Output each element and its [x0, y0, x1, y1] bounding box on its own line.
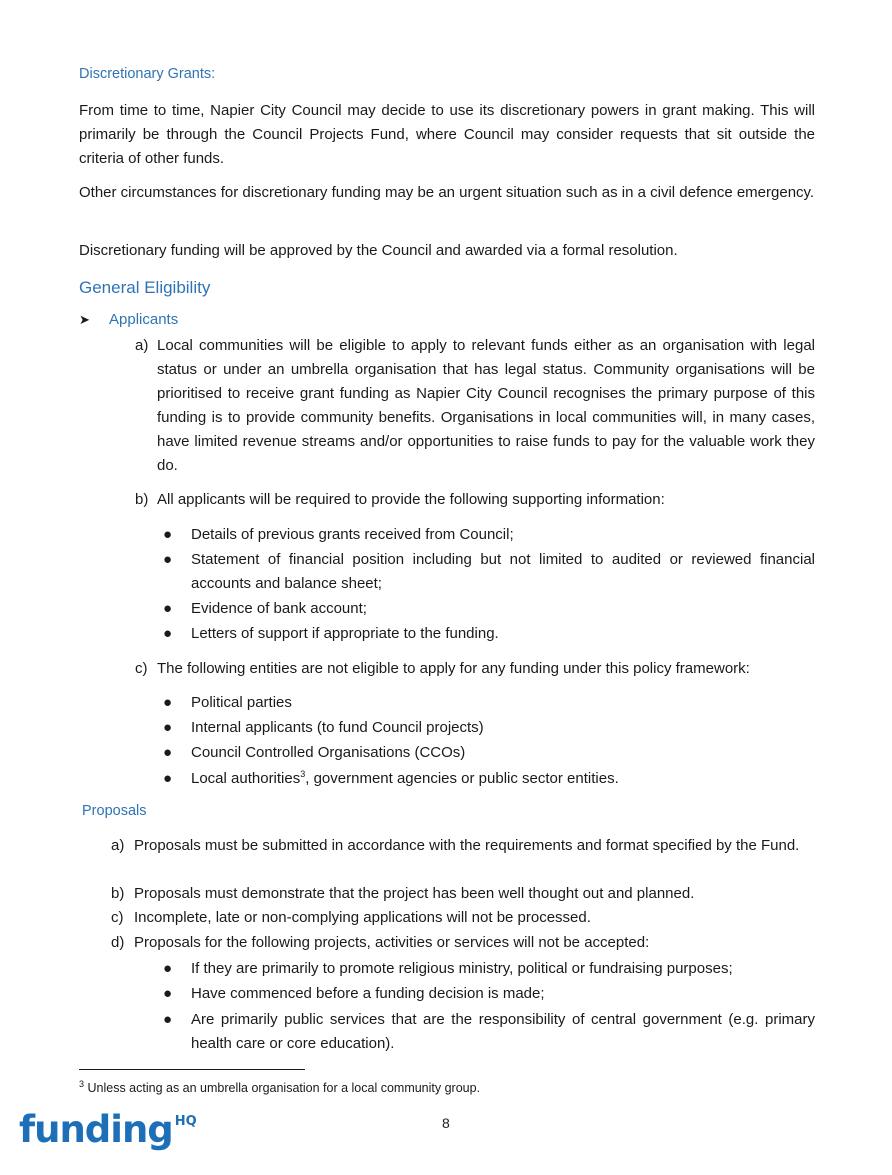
logo-word: funding	[19, 1108, 173, 1151]
list-marker: a)	[135, 337, 149, 354]
bullet-text: Internal applicants (to fund Council projects)	[191, 719, 484, 736]
bullet-icon: ●	[163, 526, 173, 543]
bullet-icon: ●	[163, 1011, 173, 1028]
bullet-text-part: Local authorities	[191, 770, 301, 787]
bullet-text: Details of previous grants received from Council;	[191, 526, 514, 543]
bullet-icon: ●	[163, 744, 173, 761]
bullet-text: Statement of financial position including but not limited to audited or reviewed financial accounts and balance sheet;	[191, 551, 815, 592]
general-eligibility-heading: General Eligibility	[79, 278, 211, 297]
bullet-icon: ●	[163, 694, 173, 711]
discretionary-paragraph-3: Discretionary funding will be approved by the Council and awarded via a formal resolution.	[79, 242, 678, 259]
list-marker: c)	[111, 909, 124, 926]
applicants-item-b	[135, 488, 815, 512]
applicants-label: Applicants	[109, 311, 179, 328]
bullet-icon: ●	[163, 985, 173, 1002]
footnote-number: 3	[79, 1078, 85, 1089]
page-number: 8	[442, 1115, 450, 1131]
list-item-text: Proposals must demonstrate that the project has been well thought out and planned.	[134, 885, 695, 902]
footnote-reference[interactable]: 3	[300, 769, 306, 779]
bullet-text-part: , government agencies or public sector entities.	[305, 770, 619, 787]
list-item-text: The following entities are not eligible to apply for any funding under this policy framework:	[157, 660, 750, 677]
proposals-item-b	[111, 882, 815, 906]
footnote	[79, 1078, 481, 1095]
bullet-text: Evidence of bank account;	[191, 600, 367, 617]
list-marker: d)	[111, 934, 125, 951]
proposals-item-a	[111, 834, 815, 882]
proposals-heading: Proposals	[82, 803, 147, 819]
list-item-text: Local communities will be eligible to apply to relevant funds either as an organisation with legal status or under an umbrella organisation that has legal status. Community organisations will be prioritised to receive grant funding as Napier City Council recognises the primary purpose of this funding is to provide community benefits. Organisations in local communities will, in many cases, have limited revenue streams and/or opportunities to raise funds to pay for the valuable work they do.	[157, 337, 815, 474]
footnote-divider	[79, 1069, 305, 1070]
list-marker: a)	[111, 837, 125, 854]
bullet-icon: ●	[163, 960, 173, 977]
list-marker: c)	[135, 660, 148, 677]
bullet-icon: ●	[163, 770, 173, 787]
bullet-text: Council Controlled Organisations (CCOs)	[191, 744, 466, 761]
discretionary-paragraph-2: Other circumstances for discretionary funding may be an urgent situation such as in a civil defence emergency.	[79, 184, 815, 201]
bullet-text: If they are primarily to promote religious ministry, political or fundraising purposes;	[191, 960, 733, 977]
list-item-text: Incomplete, late or non-complying applications will not be processed.	[134, 909, 591, 926]
list-marker: b)	[111, 885, 125, 902]
arrow-bullet-icon: ➤	[79, 312, 90, 327]
fundinghq-logo	[19, 1108, 197, 1151]
bullet-icon: ●	[163, 600, 173, 617]
proposals-item-c	[111, 906, 815, 930]
bullet-text: Letters of support if appropriate to the funding.	[191, 625, 499, 642]
bullet-text: Are primarily public services that are the responsibility of central government (e.g. primary health care or core education).	[191, 1011, 815, 1052]
applicants-subheading	[79, 311, 178, 328]
logo-suffix: HQ	[174, 1113, 197, 1129]
list-marker: b)	[135, 491, 149, 508]
proposals-item-d	[111, 931, 815, 955]
applicants-item-c	[135, 657, 815, 681]
list-item-text: Proposals for the following projects, activities or services will not be accepted:	[134, 934, 650, 951]
bullet-icon: ●	[163, 719, 173, 736]
bullet-text	[191, 767, 815, 791]
bullet-text: Have commenced before a funding decision is made;	[191, 985, 545, 1002]
bullet-text: Political parties	[191, 694, 292, 711]
applicants-item-a	[135, 334, 815, 478]
footnote-text: Unless acting as an umbrella organisation for a local community group.	[84, 1081, 481, 1095]
bullet-icon: ●	[163, 551, 173, 568]
list-item-text: All applicants will be required to provide the following supporting information:	[157, 491, 665, 508]
discretionary-grants-heading: Discretionary Grants:	[79, 66, 216, 82]
bullet-icon: ●	[163, 625, 173, 642]
list-item-text: Proposals must be submitted in accordance with the requirements and format specified by the Fund.	[134, 837, 800, 854]
discretionary-paragraph-1: From time to time, Napier City Council may decide to use its discretionary powers in grant making. This will primarily be through the Council Projects Fund, where Council may consider requests that sit outside the criteria of other funds.	[79, 102, 815, 167]
